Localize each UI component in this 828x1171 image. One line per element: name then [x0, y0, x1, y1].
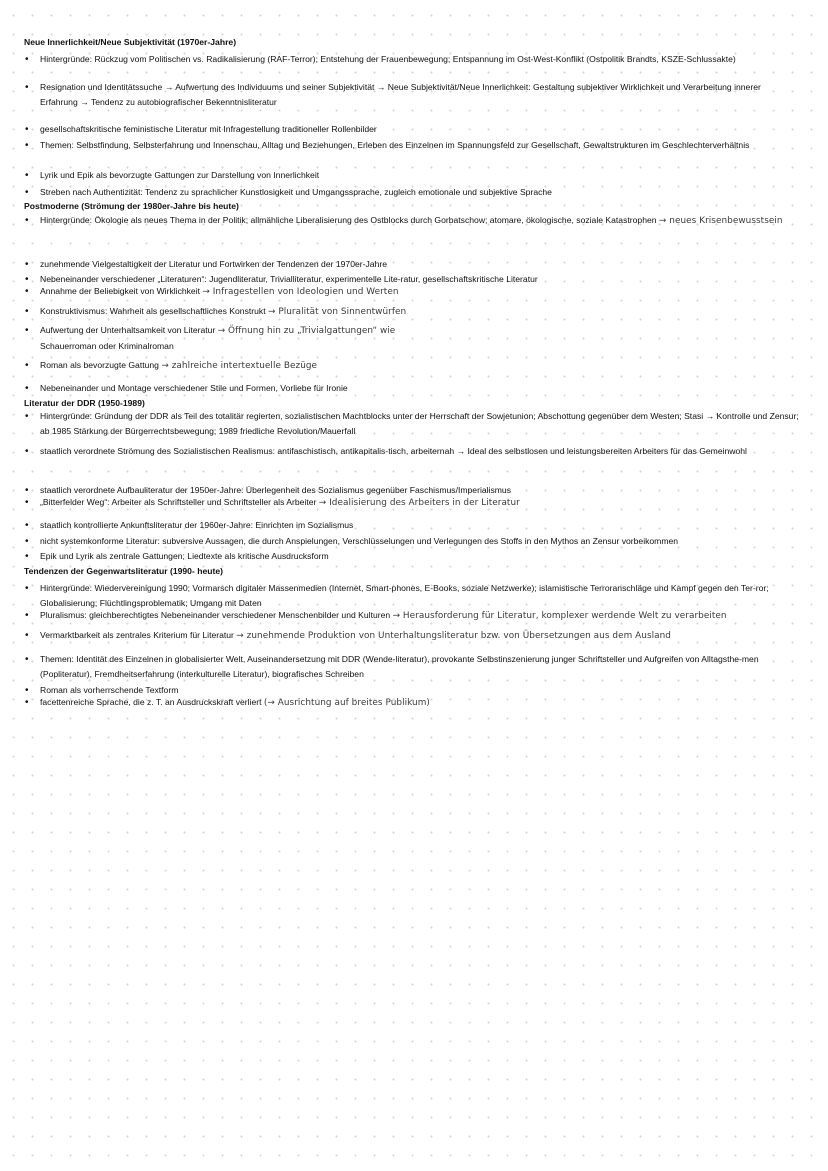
section-title: Neue Innerlichkeit/Neue Subjektivität (1970er-Jahre) [24, 37, 237, 47]
bullet-item: • Streben nach Authentizität: Tendenz zu sprachlicher Kunstlosigkeit und Umgangssprache, zugleich emotionale und subjektive Sprache [40, 185, 800, 200]
bullet-item: • Annahme der Beliebigkeit von Wirklichkeit → Infragestellen von Ideologien und Werten [40, 284, 800, 300]
bullet-item: • Roman als bevorzugte Gattung → zahlreiche intertextuelle Bezüge [40, 358, 800, 374]
bullet-item: • Hintergründe: Ökologie als neues Thema in der Politik; allmähliche Liberalisierung des Ostblocks durch Gorbatschow; atomare, ökologische, soziale Katastrophen → neues Krisenbewusstsein [40, 213, 800, 229]
section-title: Tendenzen der Gegenwartsliteratur (1990- heute) [24, 566, 223, 576]
bullet-item: • staatlich kontrollierte Ankunftsliteratur der 1960er-Jahre: Einrichten im Sozialismus [40, 518, 800, 533]
bullet-item: • Epik und Lyrik als zentrale Gattungen; Liedtexte als kritische Ausdrucksform [40, 549, 800, 564]
bullet-item: • Nebeneinander und Montage verschiedener Stile und Formen, Vorliebe für Ironie [40, 381, 800, 396]
bullet-item: • Hintergründe: Gründung der DDR als Teil des totalitär regierten, sozialistischen Machtblocks unter der Herrschaft der Sowjetunion; Abschottung gegenüber dem Westen; Stasi → Kontrolle und Zensur; ab 1985 Stärkung der Bürgerrechtsbewegung; 1989 friedliche Revolution/Mauerfall [40, 409, 800, 439]
bullet-item: • Konstruktivismus: Wahrheit als gesellschaftliches Konstrukt → Pluralität von Sinnentwürfen [40, 304, 800, 320]
bullet-item: • Aufwertung der Unterhaltsamkeit von Literatur → Öffnung hin zu „Trivialgattungen“ wie Schauerroman oder Kriminalroman [40, 323, 800, 354]
bullet-item: • Nebeneinander verschiedener „Literaturen“: Jugendliteratur, Trivialliteratur, experimentelle Lite-ratur, gesellschaftskritische Literatur [40, 272, 800, 287]
bullet-item: • Vermarktbarkeit als zentrales Kriterium für Literatur → zunehmende Produktion von Unterhaltungsliteratur bzw. von Übersetzungen aus dem Ausland [40, 628, 800, 644]
bullet-item: • gesellschaftskritische feministische Literatur mit Infragestellung traditioneller Rollenbilder [40, 122, 800, 137]
bullet-item: • Pluralismus: gleichberechtigtes Nebeneinander verschiedener Menschenbilder und Kulturen → Herausforderung für Literatur, komplexer werdende Welt zu verarbeiten [40, 608, 800, 624]
bullet-item: • Roman als vorherrschende Textform [40, 683, 800, 698]
bullet-item: • Lyrik und Epik als bevorzugte Gattungen zur Darstellung von Innerlichkeit [40, 168, 800, 183]
bullet-item: • Hintergründe: Rückzug vom Politischen vs. Radikalisierung (RAF-Terror); Entstehung der Frauenbewegung; Entspannung im Ost-West-Konflikt (Ostpolitik Brandts, KSZE-Schlussakte) [40, 52, 800, 67]
bullet-item: • Themen: Identität des Einzelnen in globalisierter Welt, Auseinandersetzung mit DDR (Wende-literatur), provokante Selbstinszenierung junger Schriftsteller und Aufgreifen von Alltagsthe-men (Popliteratur), Fremdheitserfahrung (interkulturelle Literatur), biografisches Schreiben [40, 652, 800, 682]
bullet-item: • Hintergründe: Wiedervereinigung 1990; Vormarsch digitaler Massenmedien (Internet, Smart-phones, E-Books, soziale Netzwerke); islamistische Terroranschläge und Kampf gegen den Ter-ror; Globalisierung; Flüchtlingsproblematik; Umgang mit Daten [40, 581, 800, 611]
bullet-item: • „Bitterfelder Weg“: Arbeiter als Schriftsteller und Schriftsteller als Arbeiter → Idealisierung des Arbeiters in der Literatur [40, 495, 800, 511]
bullet-item: • staatlich verordnete Strömung des Sozialistischen Realismus: antifaschistisch, antikapitalis-tisch, arbeiternah → Ideal des selbstlosen und leistungsbereiten Arbeiters für das Gemeinwohl [40, 444, 800, 459]
bullet-item: • staatlich verordnete Aufbauliteratur der 1950er-Jahre: Überlegenheit des Sozialismus gegenüber Faschismus/Imperialismus [40, 483, 800, 498]
bullet-item: • Resignation und Identitätssuche → Aufwertung des Individuums und seiner Subjektivität → Neue Subjektivität/Neue Innerlichkeit: Gestaltung subjektiver Wirklichkeit und Verarbeitung innerer Erfahrung → Tendenz zu autobiografischer Bekenntnisliteratur [40, 80, 800, 110]
bullet-item: • zunehmende Vielgestaltigkeit der Literatur und Fortwirken der Tendenzen der 1970er-Jahre [40, 257, 800, 272]
bullet-item: • Themen: Selbstfindung, Selbsterfahrung und Innenschau, Alltag und Beziehungen, Erleben des Einzelnen im Spannungsfeld zur Gesellschaft, Gewaltstrukturen im Geschlechterverhältnis [40, 138, 800, 153]
section-title: Postmoderne (Strömung der 1980er-Jahre bis heute) [24, 201, 239, 211]
bullet-item: • facettenreiche Sprache, die z. T. an Ausdruckskraft verliert (→ Ausrichtung auf breites Publikum) [40, 695, 800, 711]
bullet-item: • nicht systemkonforme Literatur: subversive Aussagen, die durch Anspielungen, Verschlüsselungen und Verlegungen des Stoffs in den Mythos an Zensur vorbeikommen [40, 534, 800, 549]
section-title: Literatur der DDR (1950-1989) [24, 398, 145, 408]
